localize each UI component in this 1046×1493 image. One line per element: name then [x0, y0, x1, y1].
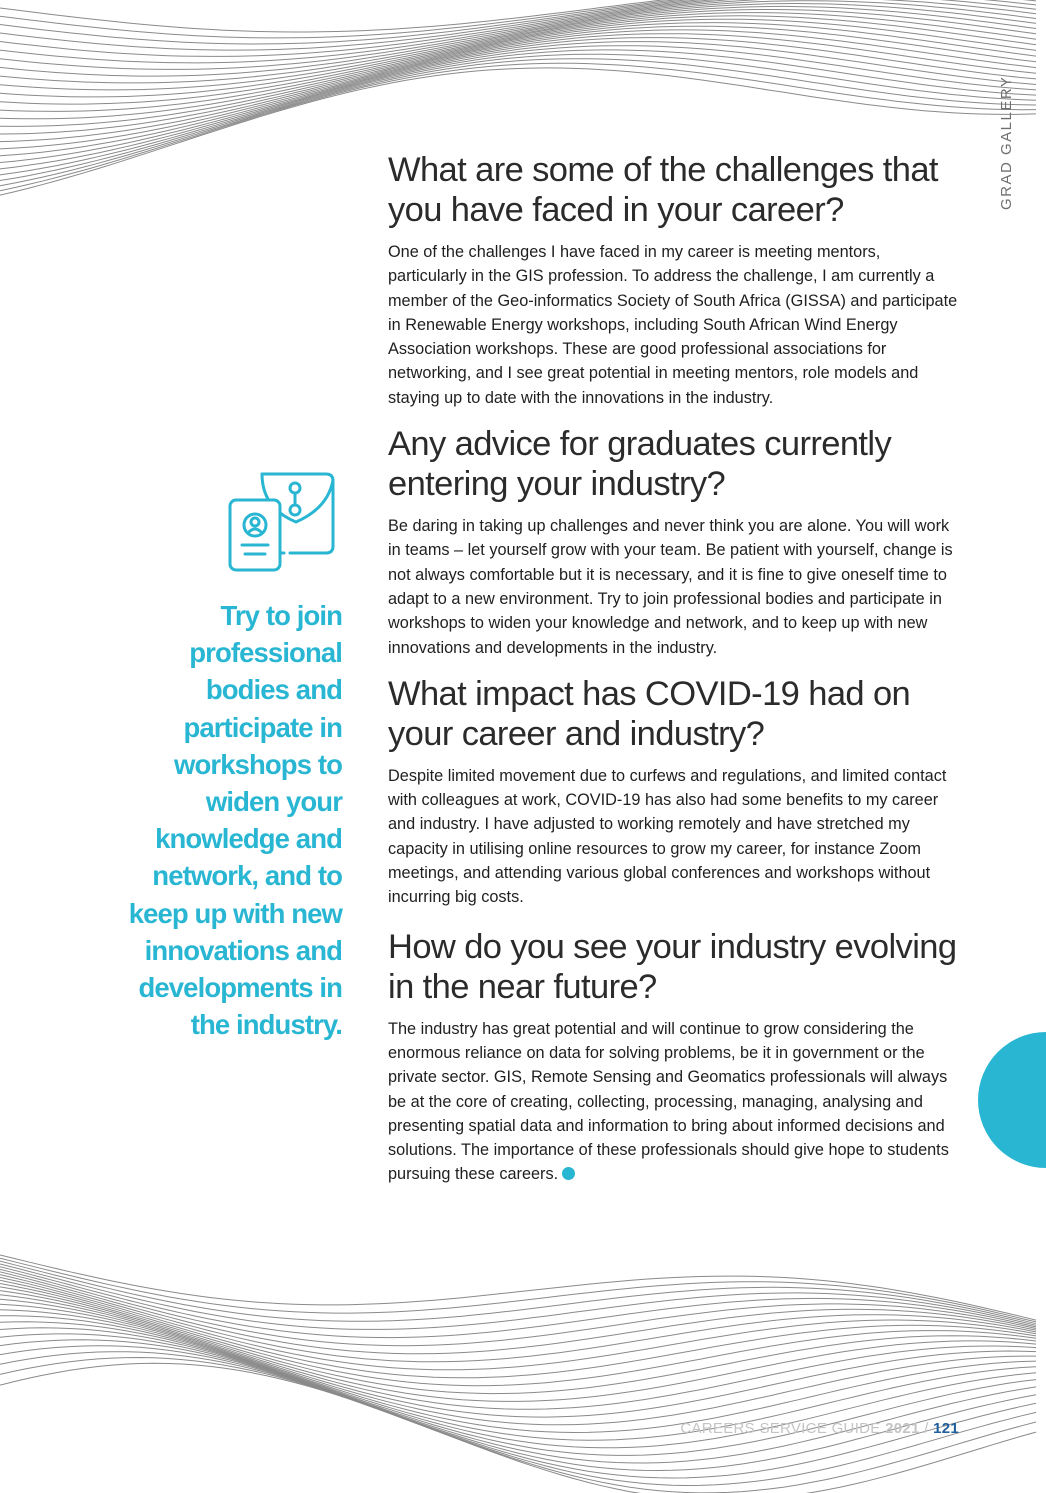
question-heading: Any advice for graduates currently entering your industry? [388, 425, 892, 504]
footer-year: 2021 [885, 1420, 920, 1437]
page-footer [680, 1420, 959, 1437]
decorative-waves-bottom [0, 1215, 1046, 1493]
question-heading: What are some of the challenges that you have faced in your career? [388, 151, 938, 229]
question-heading: How do you see your industry evolving in the near future? [388, 927, 957, 1006]
page-number: 121 [933, 1420, 959, 1437]
id-card-envelope-icon [218, 462, 343, 577]
answer-paragraph: Be daring in taking up challenges and never think you are alone. You will work in teams – let yourself grow with your team. Be patient with yourself, change is not always comfortable but it is necessary, and it is fine to give oneself time to adapt to a new environment. Try to join professional bodies and participate in workshops to widen your knowledge and network, and to keep up with new innovations and developments in the industry. [388, 517, 953, 657]
question-heading: What impact has COVID-19 had on your career and industry? [388, 674, 911, 753]
answer-paragraph: Despite limited movement due to curfews and regulations, and limited contact with colleagues at work, COVID-19 has also had some benefits to my career and industry. I have adjusted to working remotely and have stretched my capacity in utilising online resources to grow my career, for instance Zoom meetings, and attending various global conferences and workshops without incurring big costs. [388, 766, 947, 907]
end-mark-dot-icon [562, 1167, 575, 1180]
footer-separator: / [924, 1420, 929, 1437]
qa-section-challenges [388, 150, 958, 410]
decorative-teal-circle [978, 1032, 1046, 1168]
pull-quote: Try to join professional bodies and participate in workshops to widen your knowledge and network, and to keep up with new innovations and developments in the industry. [128, 600, 342, 1041]
section-side-label [974, 68, 1015, 218]
answer-paragraph [388, 1017, 958, 1187]
answer-text: The industry has great potential and will continue to grow considering the enormous reliance on data for solving problems, be it in government or the private sector. GIS, Remote Sensing and Geomatics professionals will always be at the core of creating, collecting, processing, managing, analysing and presenting spatial data and information to bring about informed decisions and solutions. The importance of these professionals should give hope to students pursuing these careers. [388, 1019, 949, 1184]
side-label-text: GRAD GALLERY [998, 75, 1015, 210]
qa-section-future [388, 927, 958, 1187]
qa-section-covid [388, 674, 958, 910]
article-body [388, 150, 958, 1187]
qa-section-advice [388, 424, 958, 660]
answer-paragraph: One of the challenges I have faced in my career is meeting mentors, particularly in the GIS profession. To address the challenge, I am currently a member of the Geo-informatics Society of South Africa (GISSA) and participate in Renewable Energy workshops, including South African Wind Energy Association workshops. These are good professional associations for networking, and I see great potential in meeting mentors, role models and staying up to date with the innovations in the industry. [388, 243, 958, 407]
footer-publication: CAREERS SERVICE GUIDE [680, 1420, 881, 1437]
